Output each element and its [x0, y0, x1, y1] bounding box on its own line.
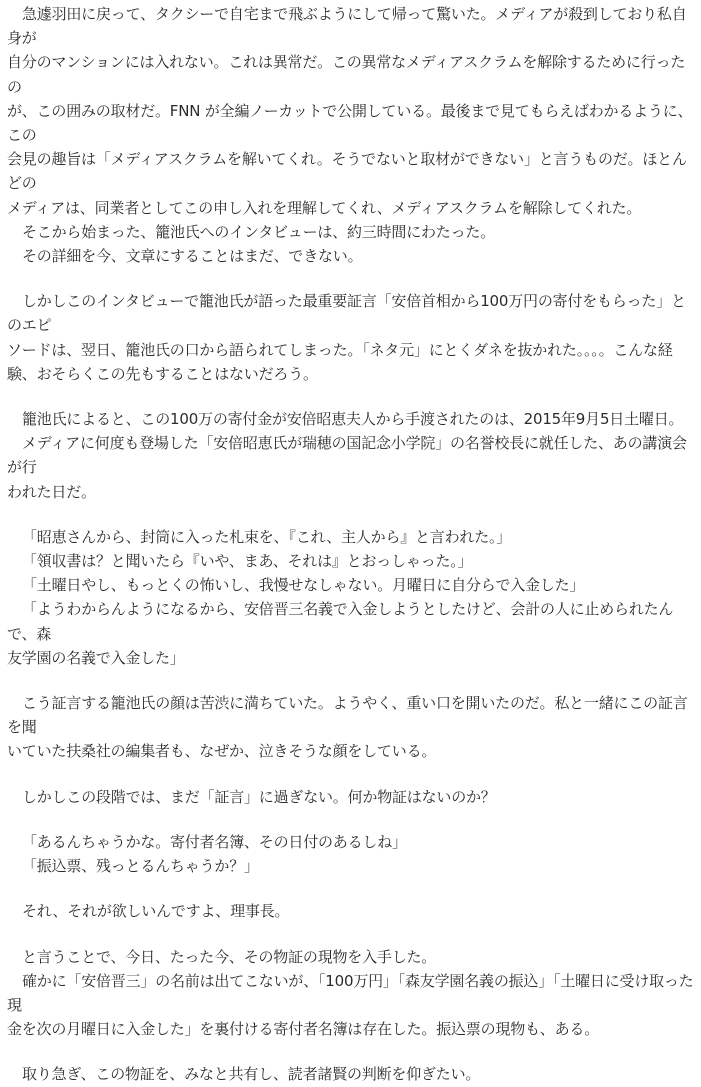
- paragraph-gap: [7, 670, 697, 691]
- paragraph-line: いていた扶桑社の編集者も、なぜか、泣きそうな顔をしている。: [7, 742, 437, 761]
- article-paragraph: [7, 2, 697, 220]
- paragraph-line: 籠池氏によると、この100万の寄付金が安倍昭恵夫人から手渡されたのは、2015年9月5日土曜日。: [22, 410, 684, 429]
- article-paragraph: [7, 549, 697, 573]
- paragraph-line: そこから始まった、籠池氏へのインタビューは、約三時間にわたった。: [22, 222, 496, 241]
- article-paragraph: [7, 431, 697, 504]
- article-paragraph: [7, 220, 697, 244]
- article-paragraph: [7, 1062, 697, 1086]
- article-paragraph: [7, 854, 697, 878]
- article-paragraph: [7, 785, 697, 809]
- article-paragraph: [7, 573, 697, 597]
- article-paragraph: [7, 945, 697, 969]
- paragraph-line: が、この囲みの取材だ。FNN が全編ノーカットで公開している。最後まで見てもらえばわかるように、この: [7, 101, 693, 145]
- paragraph-line: 「あるんちゃうかな。寄付者名簿、その日付のあるしね」: [22, 832, 407, 851]
- paragraph-line: 確かに「安倍晋三」の名前は出てこないが、「100万円」「森友学園名義の振込」「土曜日に受け取った現: [7, 971, 694, 1014]
- paragraph-line: 急遽羽田に戻って、タクシーで自宅まで飛ぶようにして帰って驚いた。メディアが殺到しており私自身が: [7, 5, 687, 48]
- paragraph-line: 「振込票、残っとるんちゃうか？」: [22, 857, 259, 876]
- paragraph-gap: [7, 878, 697, 899]
- article-paragraph: [7, 969, 697, 1042]
- paragraph-line: 「昭恵さんから、封筒に入った札束を、『これ、主人から』と言われた。」: [22, 527, 512, 546]
- paragraph-line: 自分のマンションには入れない。これは異常だ。この異常なメディアスクラムを解除するために行ったの: [7, 53, 686, 96]
- article-paragraph: [7, 244, 697, 268]
- paragraph-line: われた日だ。: [7, 482, 96, 501]
- paragraph-line: ソードは、翌日、籠池氏の口から語られてしまった。「ネタ元」にとくダネを抜かれた。。。。こんな経: [7, 340, 673, 359]
- article-body: [7, 2, 697, 1087]
- paragraph-gap: [7, 924, 697, 945]
- paragraph-line: 取り急ぎ、この物証を、みなと共有し、読者諸賢の判断を仰ぎたい。: [22, 1065, 481, 1084]
- paragraph-line: 「ようわからんようになるから、安倍晋三名義で入金しようとしたけど、会計の人に止められたんで、森: [7, 600, 674, 643]
- paragraph-gap: [7, 504, 697, 525]
- paragraph-line: 験、おそらくこの先もすることはないだろう。: [7, 364, 318, 383]
- paragraph-gap: [7, 268, 697, 289]
- paragraph-line: メディアは、同業者としてこの申し入れを理解してくれ、メディアスクラムを解除してくれた。: [7, 198, 642, 217]
- paragraph-line: しかしこの段階では、まだ「証言」に過ぎない。何か物証はないのか？: [22, 787, 496, 806]
- paragraph-line: 会見の趣旨は「メディアスクラムを解いてくれ。そうでないと取材ができない」と言うものだ。ほとんどの: [7, 150, 687, 193]
- article-paragraph: [7, 899, 697, 923]
- paragraph-gap: [7, 386, 697, 407]
- paragraph-line: しかしこのインタビューで籠池氏が語った最重要証言「安倍首相から100万円の寄付をもらった」とのエピ: [7, 292, 686, 335]
- paragraph-gap: [7, 764, 697, 785]
- paragraph-line: それ、それが欲しいんですよ、理事長。: [22, 902, 290, 921]
- article-paragraph: [7, 597, 697, 670]
- paragraph-line: 「土曜日やし、もっとくの怖いし、我慢せなしゃない。月曜日に自分らで入金した」: [22, 576, 585, 595]
- article-paragraph: [7, 289, 697, 386]
- article-paragraph: [7, 691, 697, 764]
- paragraph-line: その詳細を今、文章にすることはまだ、できない。: [22, 247, 363, 266]
- paragraph-line: 友学園の名義で入金した」: [7, 648, 185, 667]
- paragraph-line: メディアに何度も登場した「安倍昭恵氏が瑞穂の国記念小学院」の名誉校長に就任した、あの講演会が行: [7, 434, 687, 477]
- paragraph-gap: [7, 1041, 697, 1062]
- paragraph-line: と言うことで、今日、たった今、その物証の現物を入手した。: [22, 947, 437, 966]
- paragraph-gap: [7, 809, 697, 830]
- paragraph-line: 「領収書は？と聞いたら『いや、まあ、それは』とおっしゃった。」: [22, 552, 473, 571]
- paragraph-line: 金を次の月曜日に入金した」を裏付ける寄付者名簿は存在した。振込票の現物も、ある。: [7, 1020, 600, 1039]
- article-paragraph: [7, 830, 697, 854]
- paragraph-line: こう証言する籠池氏の顔は苦渋に満ちていた。ようやく、重い口を開いたのだ。私と一緒にこの証言を聞: [7, 694, 688, 737]
- article-paragraph: [7, 407, 697, 431]
- article-paragraph: [7, 525, 697, 549]
